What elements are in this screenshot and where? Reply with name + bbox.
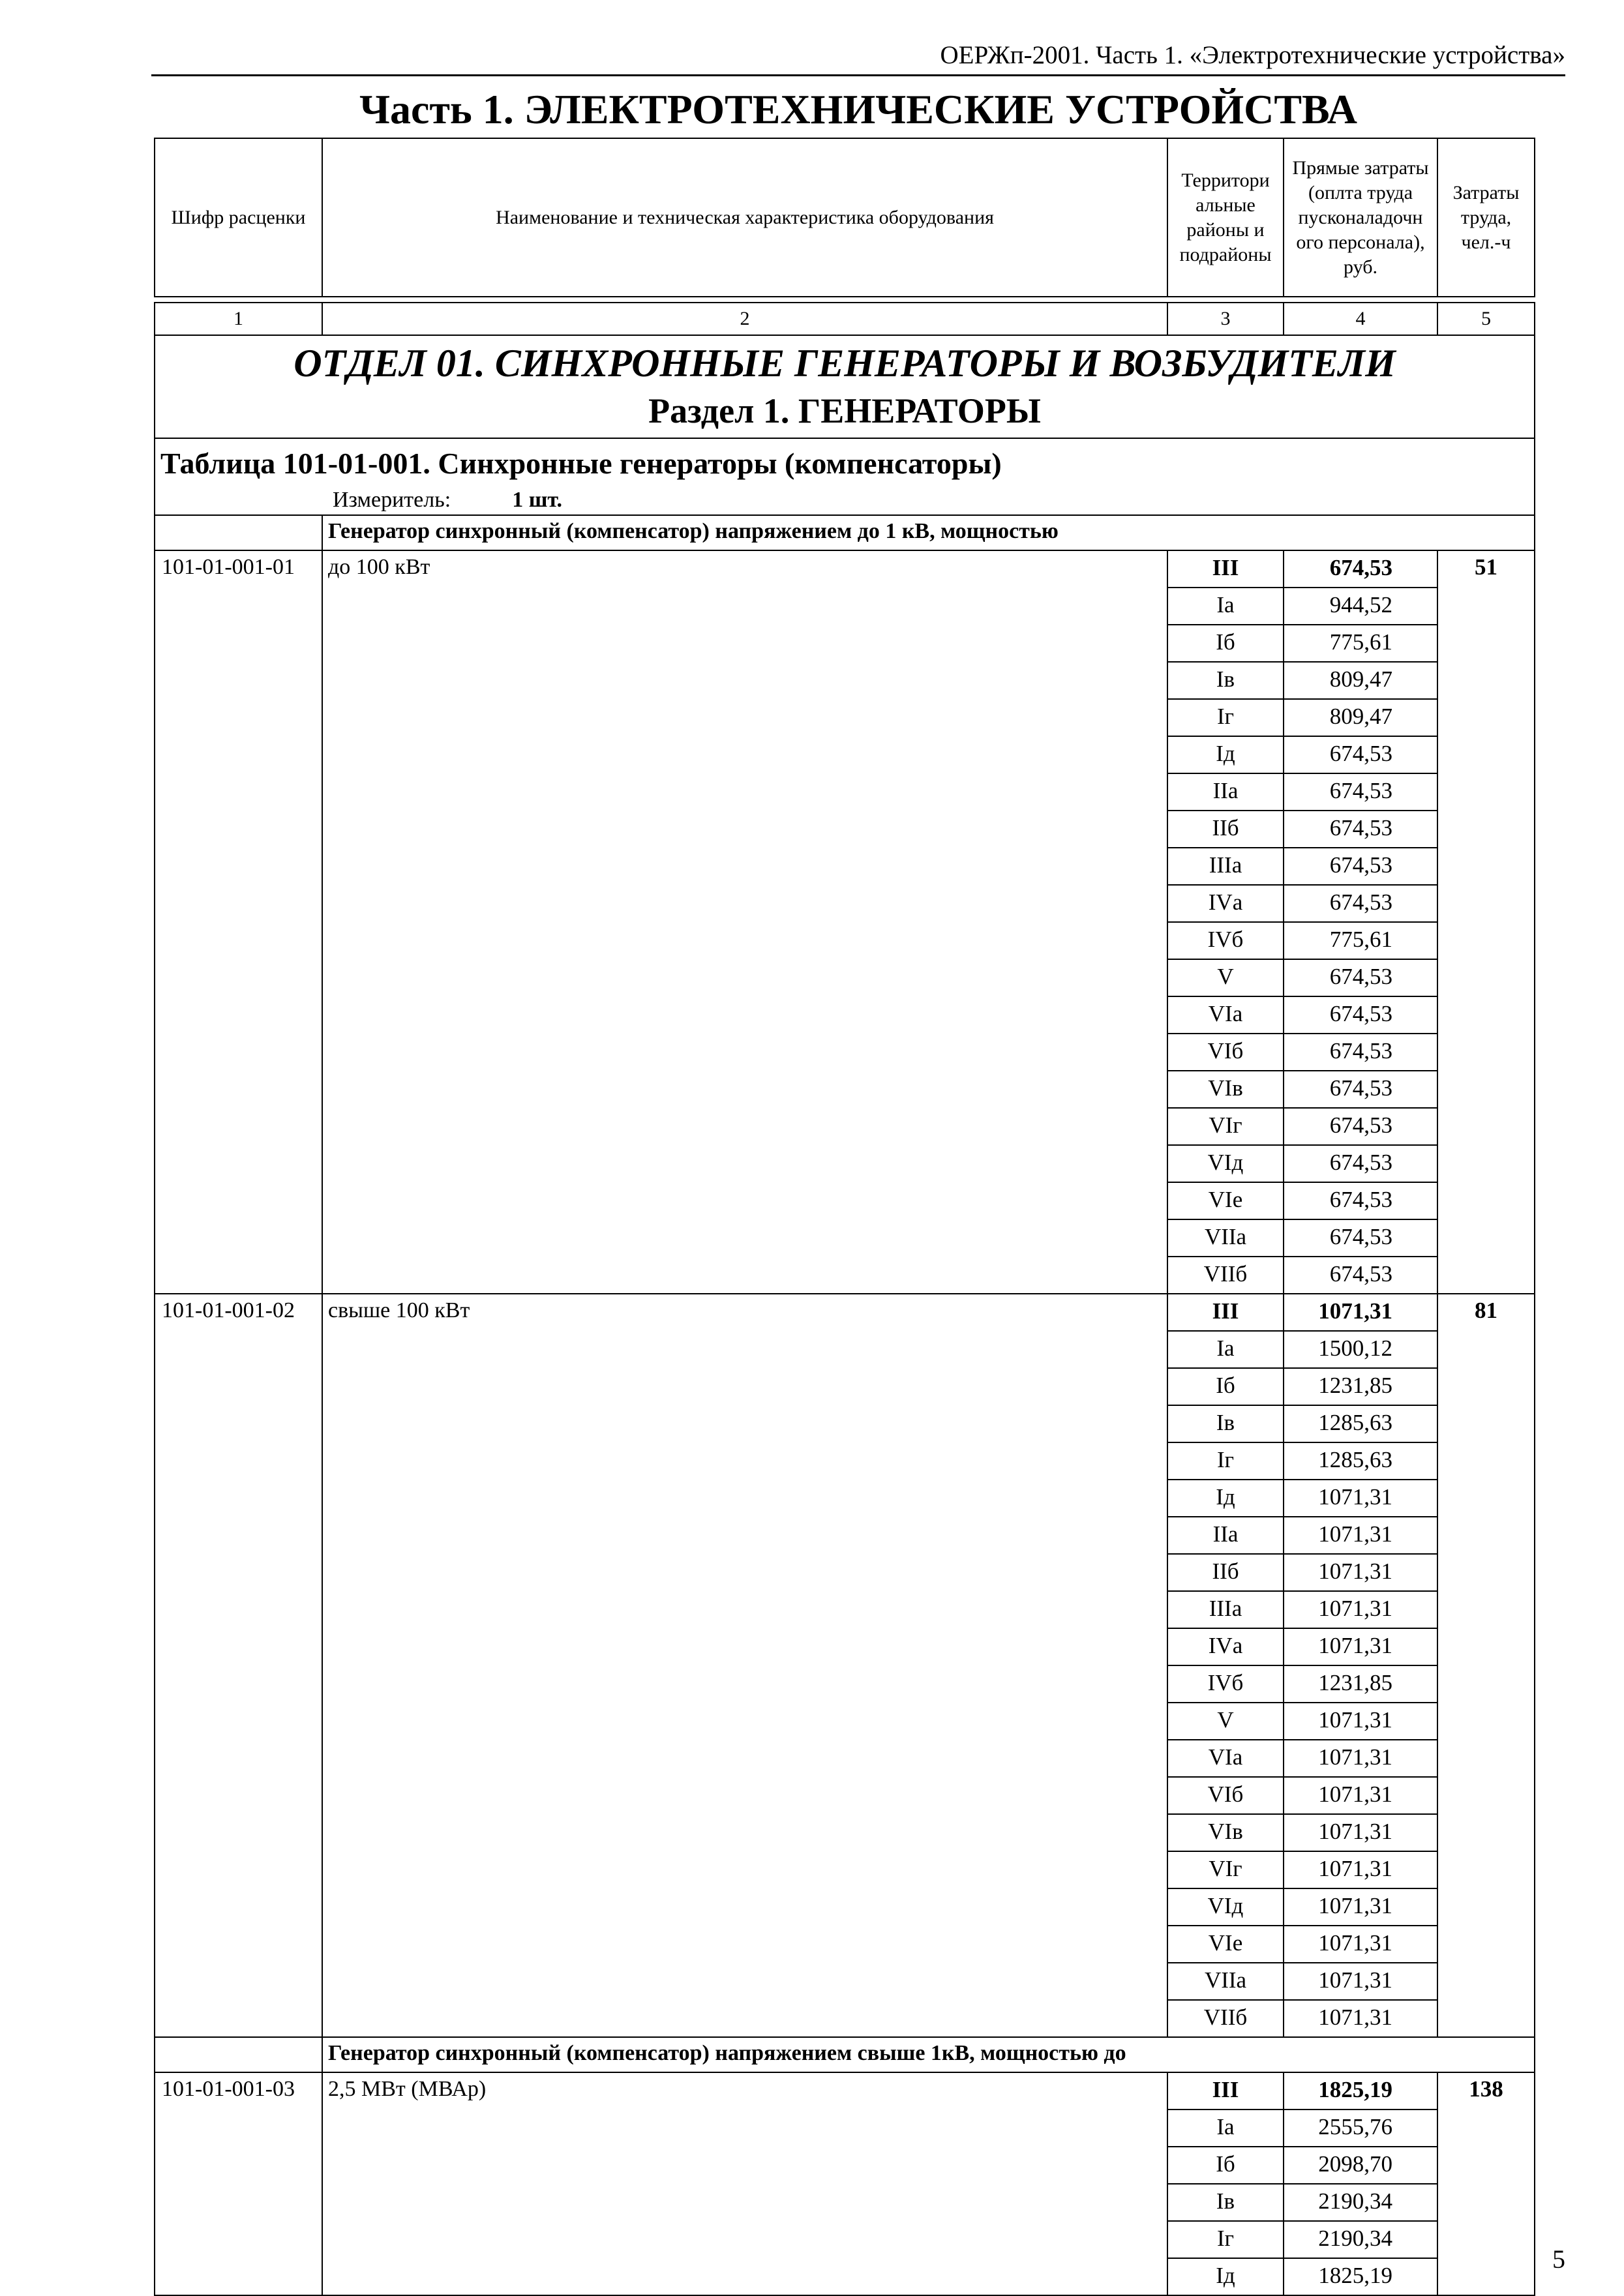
column-header-name: Наименование и техническая характеристика оборудования [322,138,1167,297]
column-number: 2 [322,303,1167,335]
region-label: Iа [1167,1331,1284,1368]
cost-value: 2190,34 [1284,2221,1437,2258]
region-label: Iд [1167,2258,1284,2295]
labor-hours: 81 [1437,1294,1535,2037]
cost-value: 775,61 [1284,922,1437,959]
region-label: IVб [1167,922,1284,959]
cost-value: 1071,31 [1284,1814,1437,1851]
cost-value: 1071,31 [1284,1703,1437,1740]
measure-line [333,486,1529,514]
cost-value: 809,47 [1284,662,1437,699]
table-caption-row [155,438,1535,515]
cost-value: 674,53 [1284,1071,1437,1108]
region-label: V [1167,1703,1284,1740]
region-label: Iв [1167,2184,1284,2221]
cost-value: 674,53 [1284,811,1437,848]
measure-label: Измеритель: [333,488,451,512]
labor-hours: 51 [1437,550,1535,1294]
department-row [155,335,1535,438]
equipment-name: 2,5 МВт (МВАр) [322,2072,1167,2295]
rate-code: 101-01-001-01 [155,550,322,1294]
cost-value: 1071,31 [1284,1591,1437,1628]
cost-value: 674,53 [1284,1034,1437,1071]
section-title: Раздел 1. ГЕНЕРАТОРЫ [648,391,1041,430]
region-label: IIа [1167,773,1284,811]
running-header: ОЕРЖп-2001. Часть 1. «Электротехнические устройства» [940,41,1565,69]
cost-value: 674,53 [1284,1257,1437,1294]
column-numbers-row [155,303,1535,335]
region-label: Iа [1167,2110,1284,2147]
table-row [155,1294,1535,1331]
region-label: Iд [1167,1480,1284,1517]
cost-value: 1071,31 [1284,1554,1437,1591]
group-heading-row [155,2037,1535,2072]
region-label: Iб [1167,625,1284,662]
cost-value: 2190,34 [1284,2184,1437,2221]
cost-value: 674,53 [1284,736,1437,773]
column-number: 3 [1167,303,1284,335]
cost-value: 1825,19 [1284,2072,1437,2110]
cost-value: 1825,19 [1284,2258,1437,2295]
region-label: VIIа [1167,1963,1284,2000]
region-label: VIг [1167,1108,1284,1145]
cost-value: 1071,31 [1284,1740,1437,1777]
region-label: IVа [1167,1628,1284,1665]
rate-code: 101-01-001-03 [155,2072,322,2295]
region-label: IVб [1167,1665,1284,1703]
region-label: IIIа [1167,848,1284,885]
cost-value: 1071,31 [1284,2000,1437,2037]
region-label: Iб [1167,1368,1284,1405]
region-label: VIе [1167,1926,1284,1963]
cost-value: 1071,31 [1284,1517,1437,1554]
department-title: ОТДЕЛ 01. СИНХРОННЫЕ ГЕНЕРАТОРЫ И ВОЗБУДИТЕЛИ [293,342,1396,385]
cost-value: 674,53 [1284,848,1437,885]
group-heading: Генератор синхронный (компенсатор) напряжением свыше 1кВ, мощностью до [322,2037,1535,2072]
equipment-name: свыше 100 кВт [322,1294,1167,2037]
cost-value: 944,52 [1284,588,1437,625]
region-label: V [1167,959,1284,996]
cost-value: 2555,76 [1284,2110,1437,2147]
rates-table [154,302,1535,2296]
cost-value: 1500,12 [1284,1331,1437,1368]
cost-value: 674,53 [1284,1182,1437,1219]
column-header-region: Территори альные районы и подрайоны [1167,138,1284,297]
region-label: VIб [1167,1034,1284,1071]
region-label: III [1167,1294,1284,1331]
region-label: III [1167,550,1284,588]
region-label: Iб [1167,2147,1284,2184]
column-header-code: Шифр расценки [155,138,322,297]
region-label: Iг [1167,1442,1284,1480]
cost-value: 1071,31 [1284,1480,1437,1517]
cost-value: 674,53 [1284,1219,1437,1257]
table-row [155,2072,1535,2110]
cost-value: 1071,31 [1284,1628,1437,1665]
measure-value: 1 шт. [512,488,563,512]
region-label: VIа [1167,996,1284,1034]
cost-value: 674,53 [1284,959,1437,996]
column-header-table [154,138,1535,297]
cost-value: 1285,63 [1284,1405,1437,1442]
region-label: VIе [1167,1182,1284,1219]
table-row [155,550,1535,588]
cost-value: 674,53 [1284,773,1437,811]
cost-value: 674,53 [1284,1145,1437,1182]
region-label: VIб [1167,1777,1284,1814]
cost-value: 775,61 [1284,625,1437,662]
group-heading: Генератор синхронный (компенсатор) напряжением до 1 кВ, мощностью [322,515,1535,550]
region-label: Iд [1167,736,1284,773]
region-label: IIб [1167,811,1284,848]
region-label: VIIб [1167,2000,1284,2037]
region-label: VIв [1167,1814,1284,1851]
cost-value: 674,53 [1284,885,1437,922]
cost-value: 674,53 [1284,996,1437,1034]
cost-value: 1071,31 [1284,1777,1437,1814]
column-number: 5 [1437,303,1535,335]
column-number: 1 [155,303,322,335]
part-title: Часть 1. ЭЛЕКТРОТЕХНИЧЕСКИЕ УСТРОЙСТВА [359,86,1357,132]
cost-value: 1071,31 [1284,1926,1437,1963]
region-label: IIа [1167,1517,1284,1554]
cost-value: 1071,31 [1284,1888,1437,1926]
rate-code: 101-01-001-02 [155,1294,322,2037]
region-label: VIIб [1167,1257,1284,1294]
cost-value: 674,53 [1284,550,1437,588]
header-rule [151,74,1565,76]
labor-hours: 138 [1437,2072,1535,2295]
cost-value: 1285,63 [1284,1442,1437,1480]
column-header-labor: Затраты труда, чел.-ч [1437,138,1535,297]
region-label: VIв [1167,1071,1284,1108]
page-number: 5 [1552,2244,1565,2274]
region-label: VIд [1167,1145,1284,1182]
region-label: IIIа [1167,1591,1284,1628]
cost-value: 1231,85 [1284,1368,1437,1405]
cost-value: 1071,31 [1284,1963,1437,2000]
cost-value: 1071,31 [1284,1851,1437,1888]
column-header-cost: Прямые затраты (оплта труда пусконаладочн ого персонала), руб. [1284,138,1437,297]
region-label: Iв [1167,1405,1284,1442]
cost-value: 809,47 [1284,699,1437,736]
equipment-name: до 100 кВт [322,550,1167,1294]
table-title: Таблица 101-01-001. Синхронные генераторы (компенсаторы) [160,447,1002,480]
region-label: Iв [1167,662,1284,699]
region-label: VIг [1167,1851,1284,1888]
region-label: IVа [1167,885,1284,922]
region-label: VIIа [1167,1219,1284,1257]
region-label: Iа [1167,588,1284,625]
region-label: VIд [1167,1888,1284,1926]
region-label: Iг [1167,2221,1284,2258]
group-heading-row [155,515,1535,550]
column-number: 4 [1284,303,1437,335]
region-label: Iг [1167,699,1284,736]
region-label: IIб [1167,1554,1284,1591]
cost-value: 2098,70 [1284,2147,1437,2184]
cost-value: 674,53 [1284,1108,1437,1145]
cost-value: 1231,85 [1284,1665,1437,1703]
region-label: VIа [1167,1740,1284,1777]
region-label: III [1167,2072,1284,2110]
cost-value: 1071,31 [1284,1294,1437,1331]
